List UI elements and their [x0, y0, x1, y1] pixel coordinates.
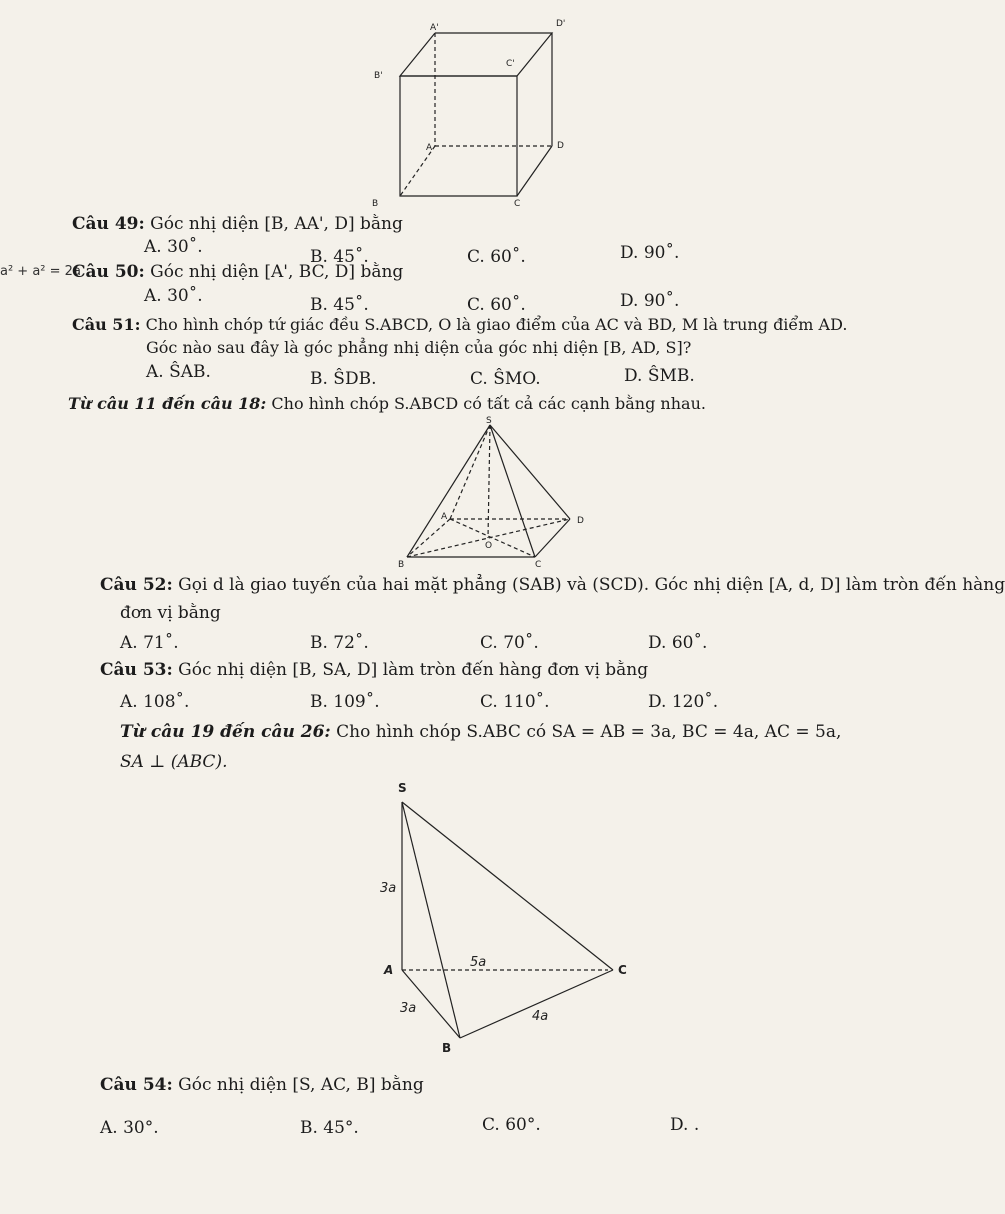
q50-text: Góc nhị diện [A', BC, D] bằng	[150, 262, 404, 282]
intro-11-18-text: Cho hình chóp S.ABCD có tất cả các cạnh bằng nhau.	[271, 394, 706, 413]
label-d: D	[577, 516, 584, 526]
cube-edge-cd	[517, 146, 552, 196]
q51-option-c[interactable]: C. ŜMO.	[470, 369, 541, 389]
q51-number: Câu 51:	[72, 315, 141, 334]
cube-top-face	[400, 33, 552, 76]
tetra-edge-bc	[460, 970, 613, 1038]
label-c1: C'	[506, 59, 515, 69]
q53-number: Câu 53:	[100, 660, 173, 680]
label-a: A	[426, 143, 433, 153]
pyramid-edge-ab	[407, 519, 450, 557]
q52	[100, 575, 1005, 595]
label-c: C	[535, 560, 542, 570]
cube-hidden-ab	[400, 146, 435, 196]
q54-text: Góc nhị diện [S, AC, B] bằng	[178, 1075, 424, 1095]
q49	[72, 214, 403, 234]
label-d1: D'	[556, 19, 566, 29]
q52-text2: đơn vị bằng	[120, 603, 221, 623]
q51-option-b[interactable]: B. ŜDB.	[310, 369, 377, 389]
q53	[100, 660, 648, 680]
intro-19-26-text: Cho hình chóp S.ABC có SA = AB = 3a, BC = 4a, AC = 5a,	[336, 722, 842, 742]
label-b: B	[442, 1041, 452, 1055]
pyramid-edge-sc	[490, 425, 535, 557]
pyramid-edge-sa	[450, 425, 490, 519]
q50-number: Câu 50:	[72, 262, 145, 282]
q49-option-a[interactable]: A. 30˚.	[144, 237, 203, 257]
q49-option-d[interactable]: D. 90˚.	[620, 243, 680, 263]
q49-text: Góc nhị diện [B, AA', D] bằng	[150, 214, 403, 234]
intro-11-18	[68, 394, 706, 414]
q54-option-b[interactable]: B. 45°.	[300, 1118, 359, 1138]
q50-option-d[interactable]: D. 90˚.	[620, 291, 680, 311]
q54-option-c[interactable]: C. 60°.	[482, 1115, 541, 1135]
pyramid-edge-so	[488, 425, 490, 538]
label-a: A	[441, 512, 448, 522]
label-o: O	[485, 541, 493, 551]
q53-option-a[interactable]: A. 108˚.	[120, 692, 190, 712]
intro-19-26-text2: SA ⊥ (ABC).	[120, 752, 228, 772]
q52-option-d[interactable]: D. 60˚.	[648, 633, 708, 653]
q53-option-b[interactable]: B. 109˚.	[310, 692, 380, 712]
q53-option-d[interactable]: D. 120˚.	[648, 692, 719, 712]
q54-option-a[interactable]: A. 30°.	[100, 1118, 159, 1138]
q51-option-a[interactable]: A. ŜAB.	[146, 362, 211, 382]
q50-option-c[interactable]: C. 60˚.	[467, 295, 526, 315]
label-sa-length: 3a	[380, 881, 397, 896]
cube-front-face	[400, 76, 517, 196]
q49-option-c[interactable]: C. 60˚.	[467, 247, 526, 267]
q49-option-b[interactable]: B. 45˚.	[310, 247, 369, 267]
label-b1: B'	[374, 71, 383, 81]
q51	[72, 315, 847, 335]
q52-text: Gọi d là giao tuyến của hai mặt phẳng (SAB) và (SCD). Góc nhị diện [A, d, D] làm tròn đến hàng	[178, 575, 1005, 595]
label-s: S	[486, 416, 492, 426]
q49-number: Câu 49:	[72, 214, 145, 234]
intro-19-26	[120, 722, 841, 742]
tetra-figure	[370, 760, 640, 1060]
intro-11-18-lead: Từ câu 11 đến câu 18:	[68, 394, 267, 413]
label-b: B	[372, 199, 379, 209]
q50-option-b[interactable]: B. 45˚.	[310, 295, 369, 315]
q53-option-c[interactable]: C. 110˚.	[480, 692, 550, 712]
q50	[72, 262, 403, 282]
pyramid-edge-cd	[535, 519, 570, 557]
label-d: D	[557, 141, 564, 151]
q52-option-a[interactable]: A. 71˚.	[120, 633, 179, 653]
pyramid-diag-ac	[450, 519, 535, 557]
q53-text: Góc nhị diện [B, SA, D] làm tròn đến hàng đơn vị bằng	[178, 660, 649, 680]
label-ac-length: 5a	[470, 955, 487, 970]
label-bc-length: 4a	[532, 1009, 549, 1024]
pyramid-figure	[395, 415, 605, 570]
q52-option-c[interactable]: C. 70˚.	[480, 633, 539, 653]
label-a1: A'	[430, 23, 439, 33]
label-b: B	[398, 560, 405, 570]
pyramid-edge-sd	[490, 425, 570, 519]
label-ab-length: 3a	[400, 1001, 417, 1016]
cube-figure	[360, 18, 590, 210]
q50-option-a[interactable]: A. 30˚.	[144, 286, 203, 306]
q54-option-d[interactable]: D. .	[670, 1115, 700, 1135]
label-c: C	[514, 199, 521, 209]
q51-text: Cho hình chóp tứ giác đều S.ABCD, O là giao điểm của AC và BD, M là trung điểm AD.	[145, 315, 848, 334]
label-c: C	[618, 963, 627, 977]
label-s: S	[398, 781, 407, 795]
q52-option-b[interactable]: B. 72˚.	[310, 633, 369, 653]
tetra-edge-sc	[402, 802, 613, 970]
q51-option-d[interactable]: D. ŜMB.	[624, 366, 695, 386]
q52-number: Câu 52:	[100, 575, 173, 595]
label-a: A	[384, 963, 394, 977]
q54	[100, 1075, 424, 1095]
intro-19-26-lead: Từ câu 19 đến câu 26:	[120, 722, 331, 742]
q54-number: Câu 54:	[100, 1075, 173, 1095]
handwritten-note: a² + a² = 2a	[0, 264, 81, 279]
pyramid-edge-sb	[407, 425, 493, 557]
q51-text2: Góc nào sau đây là góc phẳng nhị diện của góc nhị diện [B, AD, S]?	[146, 338, 692, 357]
